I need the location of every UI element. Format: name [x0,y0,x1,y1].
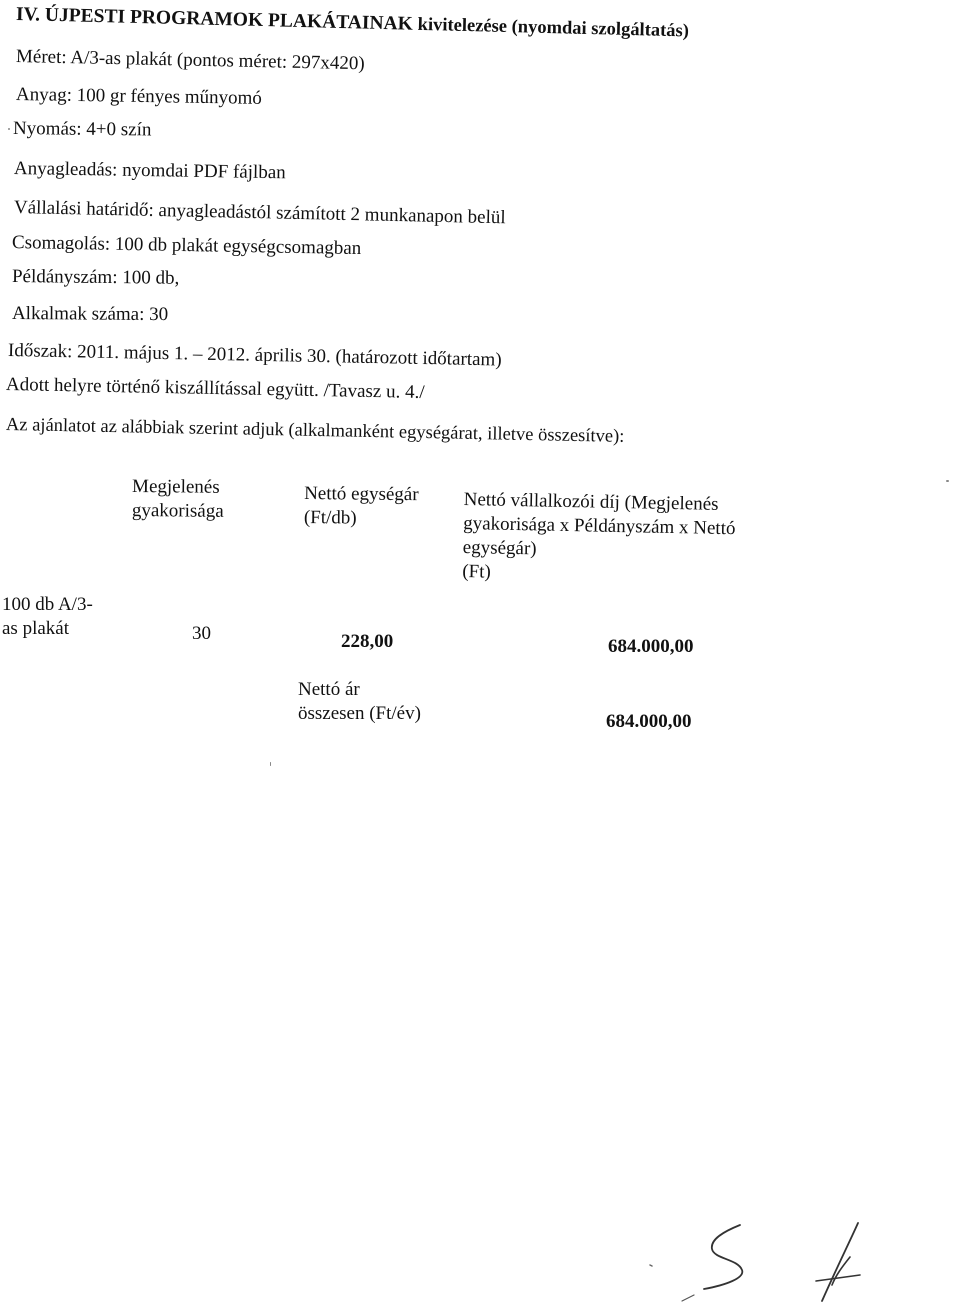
row-unit-price: 228,00 [341,631,394,652]
header-unit-price-line-1: Nettó egységár [304,483,419,506]
header-fee-line-3: egységár) [462,536,537,560]
spec-delivery-location: Adott helyre történő kiszállítással együtt. /Tavasz u. 4./ [5,374,425,404]
row-item-line-2: as plakát [2,618,70,639]
header-unit-price [304,482,419,531]
row-item-line-1: 100 db A/3- [2,594,93,615]
row-item-label [2,593,93,641]
row-frequency: 30 [192,623,211,644]
spec-offer-intro: Az ajánlatot az alábbiak szerint adjuk (alkalmanként egységárat, illetve összesítve): [5,415,625,447]
spec-material: Anyag: 100 gr fényes műnyomó [15,84,263,109]
scan-speck [270,762,271,766]
section-heading [16,4,689,42]
row-fee: 684.000,00 [608,636,694,657]
total-label [298,678,421,726]
total-label-line-1: Nettó ár [298,679,360,700]
spec-period: Időszak: 2011. május 1. – 2012. április 30. (határozott időtartam) [7,340,502,371]
header-frequency [132,475,224,524]
handwritten-initials-signature [630,1215,890,1302]
header-frequency-line-2: gyakorisága [131,499,224,522]
header-unit-price-line-2: (Ft/db) [303,506,357,529]
section-heading-main: IV. ÚJPESTI PROGRAMOK PLAKÁTAINAK [15,4,414,35]
total-label-line-2: összesen (Ft/év) [298,703,421,724]
header-fee-line-1: Nettó vállalkozói díj (Megjelenés [463,489,719,515]
spec-file-delivery: Anyagleadás: nyomdai PDF fájlban [13,158,286,184]
spec-size: Méret: A/3-as plakát (pontos méret: 297x420) [15,46,365,75]
spec-packaging: Csomagolás: 100 db plakát egységcsomagban [11,232,362,260]
scan-speck [946,480,949,482]
header-contractor-fee [462,488,736,589]
spec-printing: Nyomás: 4+0 szín [12,118,152,141]
scan-speck [8,128,10,130]
spec-deadline: Vállalási határidő: anyagleadástól számított 2 munkanapon belül [13,197,506,229]
header-fee-line-2: gyakorisága x Példányszám x Nettó [463,513,736,540]
header-frequency-line-1: Megjelenés [132,476,220,498]
section-heading-tail: kivitelezése (nyomdai szolgáltatás) [417,14,690,42]
spec-occasions: Alkalmak száma: 30 [11,303,169,326]
total-value: 684.000,00 [606,711,692,732]
header-fee-line-4: (Ft) [462,560,492,583]
spec-copies: Példányszám: 100 db, [11,266,180,289]
